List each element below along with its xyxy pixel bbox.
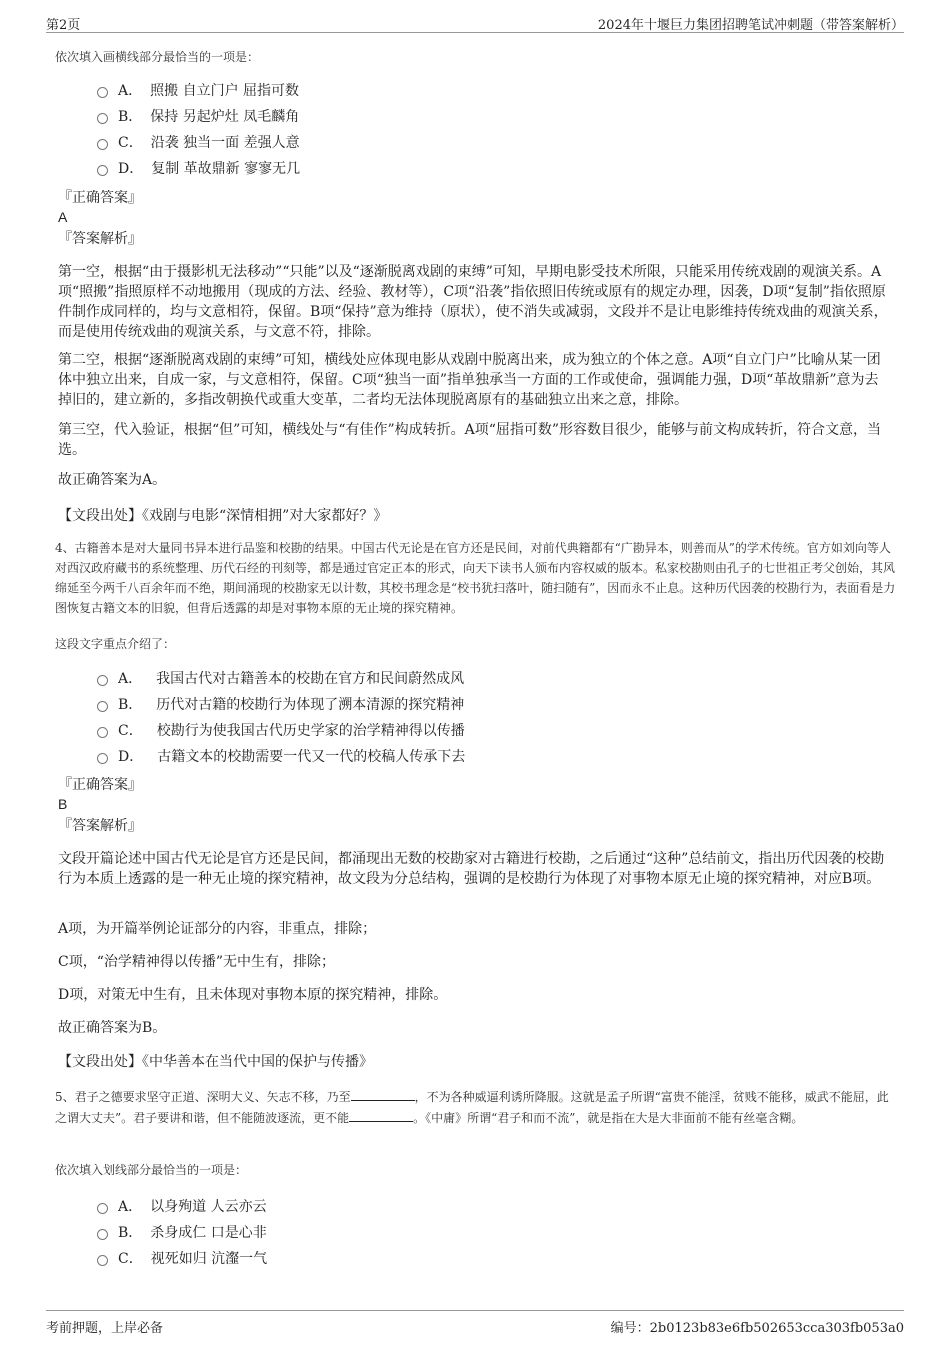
q3-answer: A <box>58 209 68 225</box>
radio-icon[interactable] <box>97 753 108 764</box>
q4-analysis-1: 文段开篇论述中国古代无论是官方还是民间，都涌现出无数的校勘家对古籍进行校勘，之后通过“这种”总结前文，指出历代因袭的校勘行为本质上透露的是一种无止境的探究精神，故文段为分总结构，强调的是校勘行为体现了对事物本原无止境的探究精神，对应B项。 <box>58 851 885 887</box>
radio-icon[interactable] <box>97 675 108 686</box>
q4-answer-label: 『正确答案』 <box>58 777 142 793</box>
q3-analysis-1: 第一空，根据“由于摄影机无法移动”“只能”以及“逐渐脱离戏剧的束缚”可知，早期电影受技术所限，只能采用传统戏剧的观演关系。A项“照搬”指照原样不动地搬用（现成的方法、经验、教材等），C项“沿袭”指依照旧传统或原有的规定办理，因袭，D项“复制”指依照原件制作成同样的，均与文意相符，保留。B项“保持”意为维持（原状），使不消失或减弱，文段并不是让电影维持传统戏曲的观演关系，而是使用传统戏曲的观演关系，与文意不符，排除。 <box>58 264 888 340</box>
q5-option-c[interactable]: C． 视死如归 沆瀣一气 <box>97 1246 267 1272</box>
q4-prompt: 这段文字重点介绍了： <box>55 637 176 651</box>
q3-analysis-3: 第三空，代入验证，根据“但”可知，横线处与“有佳作”构成转折。A项“屈指可数”形容数目很少，能够与前文构成转折，符合文意，当选。 <box>58 422 882 458</box>
q4-option-c[interactable]: C． 校勘行为使我国古代历史学家的治学精神得以传播 <box>97 718 465 744</box>
q4-option-a[interactable]: A． 我国古代对古籍善本的校勘在官方和民间蔚然成风 <box>97 666 465 692</box>
q4-analysis-2: A项，为开篇举例论证部分的内容，非重点，排除； <box>58 921 377 937</box>
blank-line <box>349 1107 413 1122</box>
q5-prompt: 依次填入划线部分最恰当的一项是： <box>55 1163 248 1177</box>
q4-analysis-3: C项，“治学精神得以传播”无中生有，排除； <box>58 954 336 970</box>
footer-slogan: 考前押题，上岸必备 <box>46 1321 164 1336</box>
q3-option-a[interactable]: A． 照搬 自立门户 屈指可数 <box>97 78 300 104</box>
q4-analysis-label: 『答案解析』 <box>58 818 142 834</box>
q3-analysis-label: 『答案解析』 <box>58 231 142 247</box>
q5-passage: 5、君子之德要求坚守正道、深明大义、矢志不移，乃至 ，不为各种威逼利诱所降服。这就是孟子所谓“富贵不能淫，贫贱不能移，威武不能屈，此之谓大丈夫”。君子要讲和谐，但不能随波逐流，更不能 。《中庸》所谓“君子和而不流”，就是指在大是大非面前不能有丝毫含糊。 <box>55 1086 897 1128</box>
page-header <box>46 12 904 33</box>
radio-icon[interactable] <box>97 1229 108 1240</box>
q4-source: 【文段出处】《中华善本在当代中国的保护与传播》 <box>58 1054 373 1070</box>
q3-answer-label: 『正确答案』 <box>58 190 142 206</box>
q5-option-a[interactable]: A． 以身殉道 人云亦云 <box>97 1194 267 1220</box>
q4-option-d[interactable]: D． 古籍文本的校勘需要一代又一代的校稿人传承下去 <box>97 744 465 770</box>
blank-line <box>351 1086 415 1101</box>
q5-option-b[interactable]: B． 杀身成仁 口是心非 <box>97 1220 267 1246</box>
q4-options <box>97 666 465 770</box>
q3-conclusion: 故正确答案为A。 <box>58 472 167 488</box>
page-footer <box>46 1310 904 1335</box>
document-id: 编号：2b0123b83e6fb502653cca303fb053a0 <box>610 1321 904 1336</box>
q4-answer: B <box>58 796 68 812</box>
radio-icon[interactable] <box>97 165 108 176</box>
radio-icon[interactable] <box>97 701 108 712</box>
radio-icon[interactable] <box>97 727 108 738</box>
q3-option-c[interactable]: C． 沿袭 独当一面 差强人意 <box>97 130 300 156</box>
q3-analysis-2: 第二空，根据“逐渐脱离戏剧的束缚”可知，横线处应体现电影从戏剧中脱离出来，成为独立的个体之意。A项“自立门户”比喻从某一团体中独立出来，自成一家，与文意相符，保留。C项“独当一面”指单独承当一方面的工作或使命，强调能力强，D项“革故鼎新”意为去掉旧的，建立新的，多指改朝换代或重大变革，二者均无法体现脱离原有的基础独立出来之意，排除。 <box>58 352 881 408</box>
q4-option-b[interactable]: B． 历代对古籍的校勘行为体现了溯本清源的探究精神 <box>97 692 465 718</box>
q5-options <box>97 1194 267 1272</box>
q4-passage: 4、古籍善本是对大量同书异本进行品鉴和校勘的结果。中国古代无论是在官方还是民间，对前代典籍都有“广勘异本，则善而从”的学术传统。官方如刘向等人对西汉政府藏书的系统整理、历代石经的刊刻等，都是通过官定正本的形式，向天下读书人颁布内容权威的版本。私家校勘则由孔子的七世祖正考父创始，其风绵延至今两千八百余年而不绝，期间涌现的校勘家无以计数，其校书理念是“校书犹扫落叶，随扫随有”，因而永不止息。这种历代因袭的校勘行为，表面看是力图恢复古籍文本的旧貌，但背后透露的却是对事物本原的无止境的探究精神。 <box>55 541 896 615</box>
radio-icon[interactable] <box>97 1255 108 1266</box>
q3-option-b[interactable]: B． 保持 另起炉灶 凤毛麟角 <box>97 104 300 130</box>
radio-icon[interactable] <box>97 87 108 98</box>
q3-option-d[interactable]: D． 复制 革故鼎新 寥寥无几 <box>97 156 300 182</box>
radio-icon[interactable] <box>97 1203 108 1214</box>
q4-analysis-4: D项，对策无中生有，且未体现对事物本原的探究精神，排除。 <box>58 987 448 1003</box>
document-title: 2024年十堰巨力集团招聘笔试冲刺题（带答案解析） <box>597 18 904 33</box>
q3-prompt: 依次填入画横线部分最恰当的一项是： <box>55 50 260 64</box>
q3-source: 【文段出处】《戏剧与电影“深情相拥”对大家都好？》 <box>58 508 388 524</box>
radio-icon[interactable] <box>97 113 108 124</box>
radio-icon[interactable] <box>97 139 108 150</box>
page-number: 第2页 <box>46 18 81 33</box>
q4-conclusion: 故正确答案为B。 <box>58 1020 167 1036</box>
q3-options <box>97 78 300 182</box>
